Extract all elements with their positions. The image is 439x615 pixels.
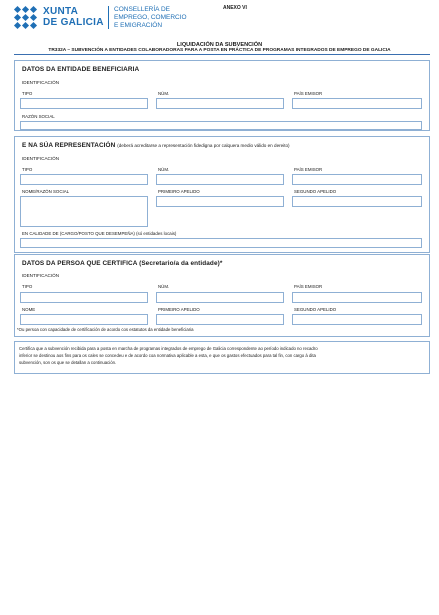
certifier-footnote: *Ou persoa con capacidade de certificación de acordo cos estatutos da entidade beneficiaria [17, 327, 194, 332]
representation-note: (deberá acreditarse a representación fidedigna por calquera medio válido en dereito) [117, 143, 290, 148]
representation-pais-label: PAÍS EMISOR [294, 167, 323, 172]
certifier-section [14, 254, 430, 337]
beneficiary-num-label: NÚM. [158, 91, 170, 96]
document-subtitle: TR332A – SUBVENCIÓN A ENTIDADES COLABORADORAS PARA A POSTA EN PRÁCTICA DE PROGRAMAS INTEGRADOS DE EMPREGO DE GALICIA [48, 48, 391, 53]
document-title: LIQUIDACIÓN DA SUBVENCIÓN [176, 42, 263, 48]
logo-line-2: DE GALICIA [43, 17, 104, 28]
department-name [114, 6, 224, 29]
certifier-nome-label: NOME [22, 307, 36, 312]
title-divider [14, 54, 430, 55]
annex-label: ANEXO VI [223, 5, 247, 11]
beneficiary-pais-field[interactable] [292, 98, 422, 109]
representation-title-text: E NA SÚA REPRESENTACIÓN [22, 142, 116, 149]
certifier-tipo-label: TIPO [22, 284, 33, 289]
beneficiary-section [14, 60, 430, 131]
xunta-emblem-icon [13, 5, 41, 31]
certifier-section-title: DATOS DA PERSOA QUE CERTIFICA (Secretario/a da entidade)* [22, 260, 223, 267]
department-line-2: EMPREGO, COMERCIO [114, 13, 187, 21]
representation-calidade-label: EN CALIDADE DE (CARGO/POSTO QUE DESEMPEÑA) (só entidades locais) [22, 231, 177, 236]
certification-statement [19, 345, 425, 367]
representation-nome-label: NOME/RAZÓN SOCIAL [22, 189, 70, 194]
certification-line-2: inferior se destinou aos fins para os cales se concedeu e de acordo coa normativa aplicable a esta, e que os gastos efectuados para tal fin, con cargo á dita [19, 353, 316, 359]
representation-tipo-field[interactable] [20, 174, 148, 185]
certifier-primeiro-label: PRIMEIRO APELIDO [158, 307, 200, 312]
representation-calidade-field[interactable] [20, 238, 422, 248]
certifier-tipo-field[interactable] [20, 292, 148, 303]
representation-num-label: NÚM. [158, 167, 170, 172]
certification-section [14, 341, 430, 374]
logo [13, 5, 203, 31]
representation-tipo-label: TIPO [22, 167, 33, 172]
beneficiary-tipo-field[interactable] [20, 98, 148, 109]
representation-section-title [22, 142, 290, 149]
certification-line-3: subvención, son os que se detallan a continuación. [19, 360, 117, 366]
beneficiary-razon-label: RAZÓN SOCIAL [22, 114, 55, 119]
representation-section [14, 136, 430, 253]
representation-pais-field[interactable] [292, 174, 422, 185]
beneficiary-identification-label: IDENTIFICACIÓN [22, 80, 60, 85]
certifier-num-field[interactable] [156, 292, 284, 303]
certifier-pais-label: PAÍS EMISOR [294, 284, 323, 289]
department-line-1: CONSELLERÍA DE [114, 6, 170, 13]
department-line-3: E EMIGRACIÓN [114, 21, 163, 29]
logo-divider [108, 6, 109, 29]
certification-line-1: Certifica que a subvención recibida para a posta en marcha de programas integrados de emprego de Galicia correspondente ao período indicado no recadro [19, 346, 318, 351]
certifier-segundo-field[interactable] [292, 314, 422, 325]
certifier-pais-field[interactable] [292, 292, 422, 303]
certifier-primeiro-field[interactable] [156, 314, 284, 325]
representation-num-field[interactable] [156, 174, 284, 185]
beneficiary-razon-field[interactable] [20, 121, 422, 130]
beneficiary-pais-label: PAÍS EMISOR [294, 91, 323, 96]
representation-segundo-field[interactable] [292, 196, 422, 207]
logo-text [43, 6, 105, 28]
logo-line-1: XUNTA [43, 6, 79, 17]
certifier-identification-label: IDENTIFICACIÓN [22, 273, 60, 278]
certifier-segundo-label: SEGUNDO APELIDO [294, 307, 337, 312]
representation-primeiro-label: PRIMEIRO APELIDO [158, 189, 200, 194]
beneficiary-num-field[interactable] [156, 98, 284, 109]
representation-segundo-label: SEGUNDO APELIDO [294, 189, 337, 194]
certifier-num-label: NÚM. [158, 284, 170, 289]
representation-nome-field[interactable] [20, 196, 148, 227]
beneficiary-section-title: DATOS DA ENTIDADE BENEFICIARIA [22, 66, 140, 73]
representation-identification-label: IDENTIFICACIÓN [22, 156, 60, 161]
certifier-nome-field[interactable] [20, 314, 148, 325]
representation-primeiro-field[interactable] [156, 196, 284, 207]
beneficiary-tipo-label: TIPO [22, 91, 33, 96]
